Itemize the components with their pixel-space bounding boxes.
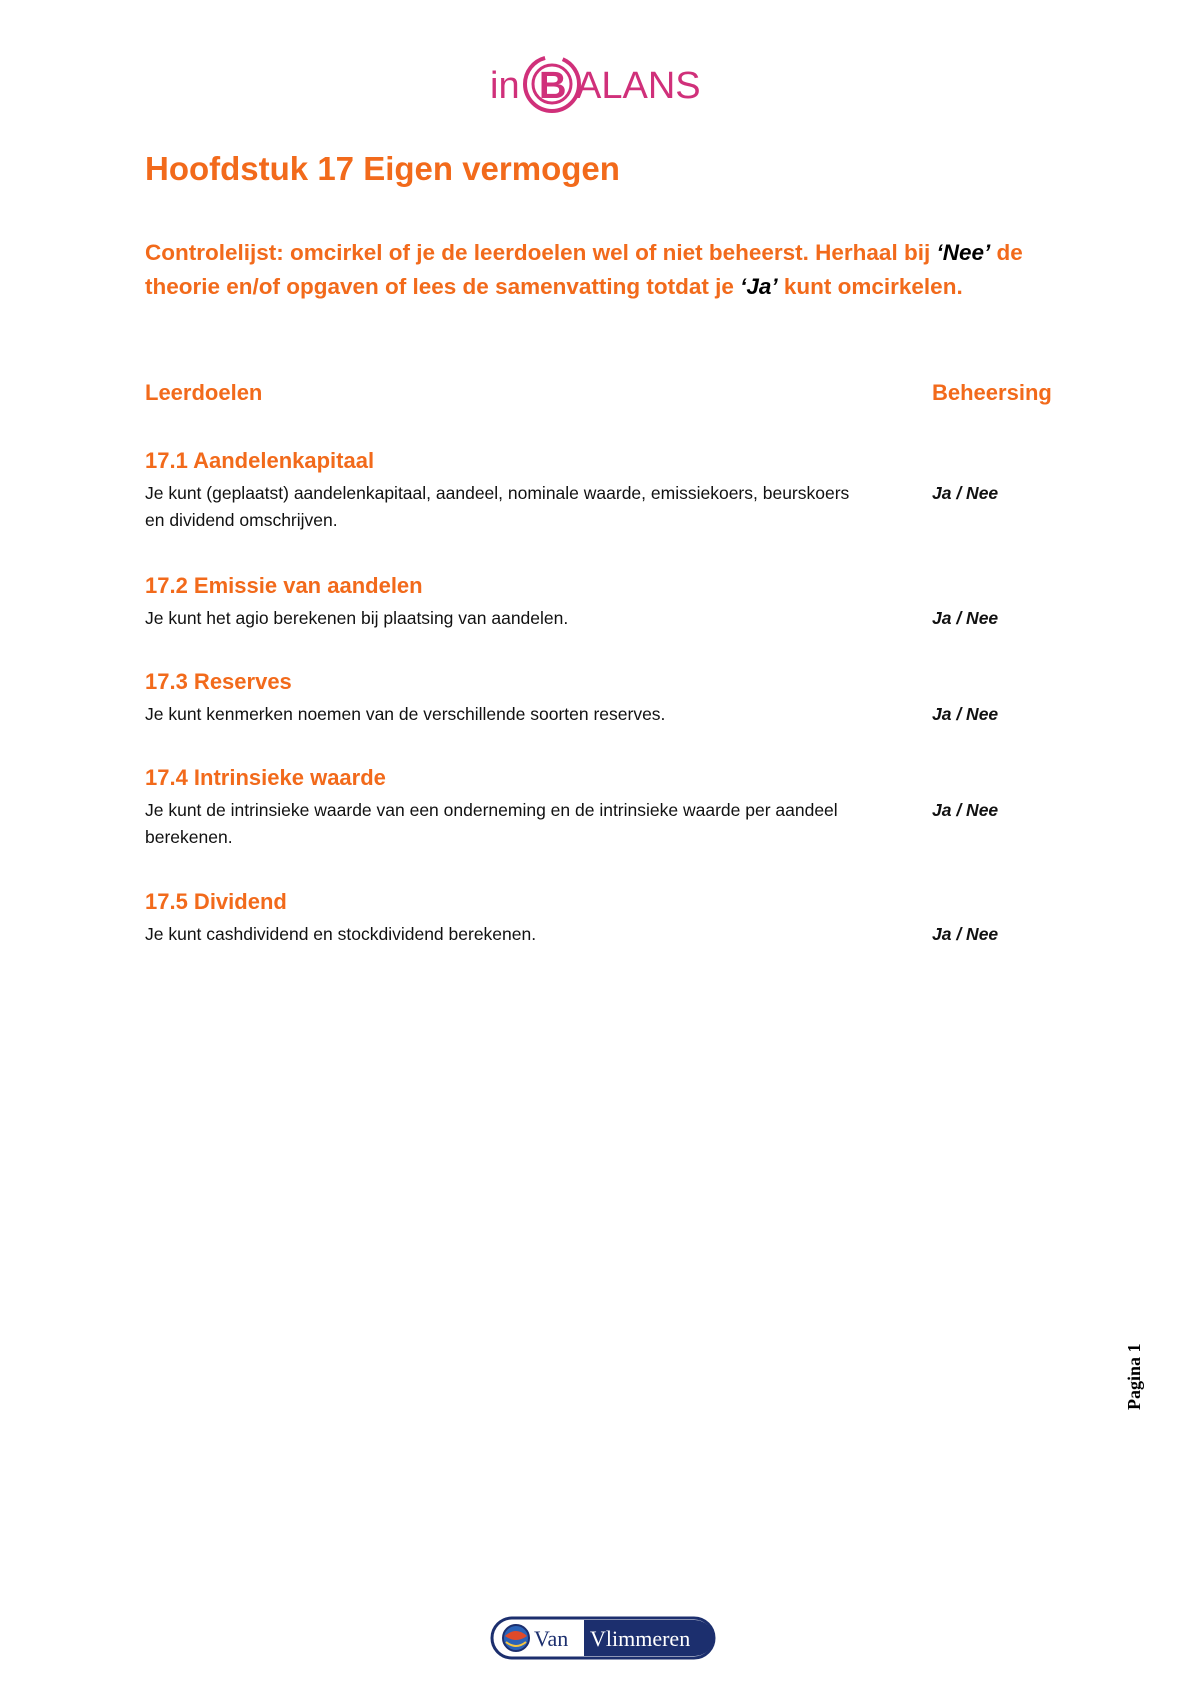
publisher-name-part1: Van — [534, 1626, 569, 1651]
intro-ja: ‘Ja’ — [740, 274, 778, 299]
section-description: Je kunt cashdividend en stockdividend berekenen. — [145, 924, 537, 944]
mastery-choice[interactable]: Ja / Nee — [932, 483, 999, 503]
section-heading: 17.5 Dividend — [145, 889, 287, 914]
column-header-leerdoelen: Leerdoelen — [145, 380, 263, 405]
section-17-2 — [145, 571, 1075, 632]
intro-part1: Controlelijst: omcirkel of je de leerdoelen wel of niet beheerst. Herhaal bij — [145, 240, 937, 265]
section-description: Je kunt kenmerken noemen van de verschillende soorten reserves. — [145, 704, 666, 724]
section-heading: 17.3 Reserves — [145, 669, 292, 694]
section-heading: 17.1 Aandelenkapitaal — [145, 448, 375, 473]
section-description: Je kunt het agio berekenen bij plaatsing van aandelen. — [145, 608, 569, 628]
inbalans-logo — [490, 46, 730, 118]
intro-text — [145, 236, 1085, 304]
intro-part3: kunt omcirkelen. — [777, 274, 963, 299]
logo-b-emblem — [525, 57, 579, 111]
intro-part2: de theorie en/of opgaven of lees de samenvatting totdat je — [145, 240, 1023, 299]
mastery-choice[interactable]: Ja / Nee — [932, 608, 999, 628]
globe-icon — [503, 1625, 529, 1651]
section-17-5 — [145, 887, 1075, 948]
mastery-choice[interactable]: Ja / Nee — [932, 704, 999, 724]
section-description: Je kunt de intrinsieke waarde van een onderneming en de intrinsieke waarde per aandeel berekenen. — [145, 800, 838, 847]
section-description: Je kunt (geplaatst) aandelenkapitaal, aandeel, nominale waarde, emissiekoers, beurskoers en dividend omschrijven. — [145, 483, 850, 530]
publisher-name-part2: Vlimmeren — [590, 1626, 691, 1651]
page-number: Pagina 1 — [1124, 1343, 1144, 1410]
section-17-3 — [145, 667, 1075, 728]
van-vlimmeren-logo — [490, 1614, 718, 1662]
intro-nee: ‘Nee’ — [936, 240, 991, 265]
section-heading: 17.2 Emissie van aandelen — [145, 573, 423, 598]
logo-prefix: in — [490, 65, 520, 107]
logo-letter: B — [539, 65, 567, 107]
logo-rest: ALANS — [576, 65, 701, 107]
section-heading: 17.4 Intrinsieke waarde — [145, 765, 386, 790]
section-17-1 — [145, 446, 1075, 534]
mastery-choice[interactable]: Ja / Nee — [932, 924, 999, 944]
mastery-choice[interactable]: Ja / Nee — [932, 800, 999, 820]
section-17-4 — [145, 763, 1075, 851]
page-title: Hoofdstuk 17 Eigen vermogen — [145, 150, 620, 187]
column-header-beheersing: Beheersing — [932, 380, 1052, 405]
